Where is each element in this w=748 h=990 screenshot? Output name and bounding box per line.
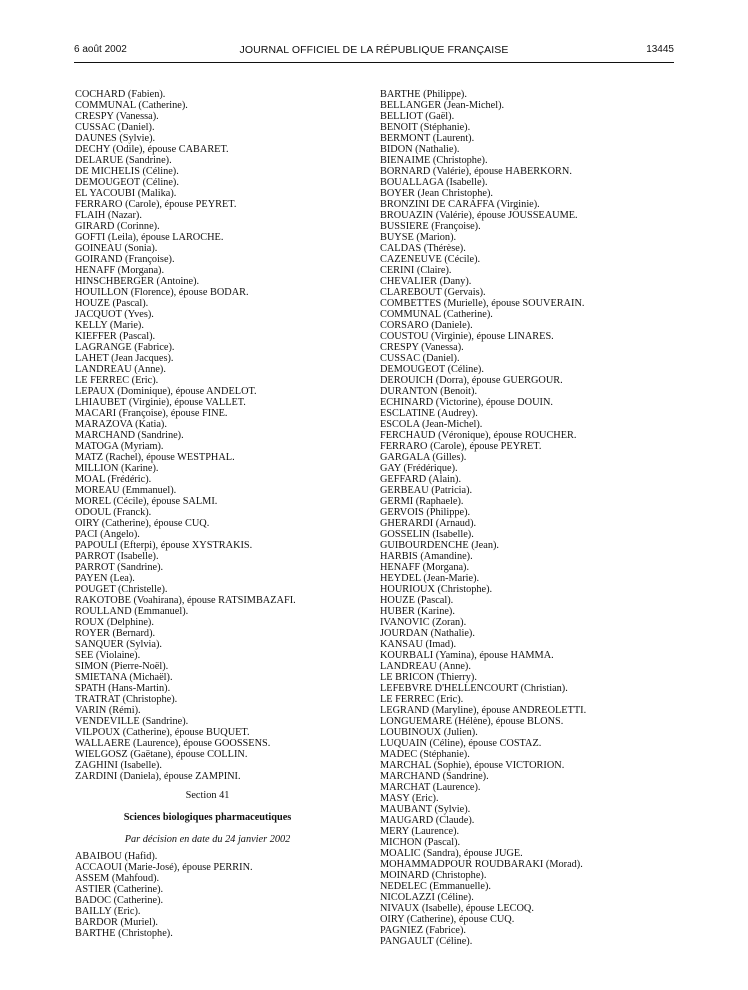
- name-entry: HENAFF (Morgana).: [75, 265, 165, 276]
- name-entry: MAUBANT (Sylvie).: [380, 804, 471, 815]
- name-entry: CAZENEUVE (Cécile).: [380, 254, 481, 265]
- name-entry: NIVAUX (Isabelle), épouse LECOQ.: [380, 903, 534, 914]
- name-entry: DAUNES (Sylvie).: [75, 133, 156, 144]
- name-entry: CUSSAC (Daniel).: [380, 353, 460, 364]
- name-entry: MOREAU (Emmanuel).: [75, 485, 177, 496]
- name-entry: MOAL (Frédéric).: [75, 474, 152, 485]
- name-entry: DURANTON (Benoit).: [380, 386, 478, 397]
- name-entry: DE MICHELIS (Céline).: [75, 166, 179, 177]
- name-entry: BERMONT (Laurent).: [380, 133, 475, 144]
- name-entry: MATOGA (Myriam).: [75, 441, 164, 452]
- name-entry: BARTHE (Christophe).: [75, 928, 173, 939]
- name-entry: BAILLY (Eric).: [75, 906, 141, 917]
- name-entry: DELARUE (Sandrine).: [75, 155, 172, 166]
- name-entry: MARCHAL (Sophie), épouse VICTORION.: [380, 760, 565, 771]
- name-entry: HOUZE (Pascal).: [380, 595, 454, 606]
- name-entry: LAGRANGE (Fabrice).: [75, 342, 175, 353]
- name-entry: LONGUEMARE (Hélène), épouse BLONS.: [380, 716, 564, 727]
- name-entry: SANQUER (Sylvia).: [75, 639, 162, 650]
- name-entry: CUSSAC (Daniel).: [75, 122, 155, 133]
- name-entry: HOURIOUX (Christophe).: [380, 584, 493, 595]
- section-decision: Par décision en date du 24 janvier 2002: [124, 834, 291, 845]
- name-entry: HUBER (Karine).: [380, 606, 455, 617]
- name-entry: EL YACOUBI (Malika).: [75, 188, 177, 199]
- name-entry: MARCHAT (Laurence).: [380, 782, 481, 793]
- name-entry: BORNARD (Valérie), épouse HABERKORN.: [380, 166, 572, 177]
- name-entry: LUQUAIN (Céline), épouse COSTAZ.: [380, 738, 542, 749]
- name-entry: BIDON (Nathalie).: [380, 144, 460, 155]
- name-entry: BADOC (Catherine).: [75, 895, 164, 906]
- name-entry: TRATRAT (Christophe).: [75, 694, 178, 705]
- name-entry: HENAFF (Morgana).: [380, 562, 470, 573]
- name-entry: LEPAUX (Dominique), épouse ANDELOT.: [75, 386, 257, 397]
- name-entry: LE FERREC (Eric).: [380, 694, 464, 705]
- name-entry: ODOUL (Franck).: [75, 507, 152, 518]
- name-entry: PANGAULT (Céline).: [380, 936, 473, 947]
- name-entry: MARCHAND (Sandrine).: [380, 771, 489, 782]
- name-entry: LOUBINOUX (Julien).: [380, 727, 478, 738]
- name-entry: POUGET (Christelle).: [75, 584, 168, 595]
- name-entry: LE BRICON (Thierry).: [380, 672, 477, 683]
- name-entry: JACQUOT (Yves).: [75, 309, 154, 320]
- name-list-before: [75, 89, 375, 782]
- name-entry: BROUAZIN (Valérie), épouse JOUSSEAUME.: [380, 210, 578, 221]
- name-entry: BOYER (Jean Christophe).: [380, 188, 493, 199]
- name-entry: CRESPY (Vanessa).: [380, 342, 464, 353]
- name-entry: DEMOUGEOT (Céline).: [75, 177, 179, 188]
- name-entry: GERVOIS (Philippe).: [380, 507, 471, 518]
- name-entry: MICHON (Pascal).: [380, 837, 461, 848]
- name-entry: COMMUNAL (Catherine).: [380, 309, 493, 320]
- name-entry: HEYDEL (Jean-Marie).: [380, 573, 480, 584]
- name-entry: ABAIBOU (Hafid).: [75, 851, 158, 862]
- name-entry: LEFEBVRE D'HELLENCOURT (Christian).: [380, 683, 568, 694]
- name-entry: CORSARO (Daniele).: [380, 320, 473, 331]
- name-entry: CLAREBOUT (Gervais).: [380, 287, 486, 298]
- name-entry: MADEC (Stéphanie).: [380, 749, 470, 760]
- name-entry: ECHINARD (Victorine), épouse DOUIN.: [380, 397, 553, 408]
- name-entry: MASY (Eric).: [380, 793, 439, 804]
- name-entry: MACARI (Françoise), épouse FINE.: [75, 408, 228, 419]
- name-entry: SEE (Violaine).: [75, 650, 141, 661]
- name-entry: PACI (Angelo).: [75, 529, 140, 540]
- name-entry: DECHY (Odile), épouse CABARET.: [75, 144, 229, 155]
- name-entry: IVANOVIC (Zoran).: [380, 617, 467, 628]
- name-entry: SPATH (Hans-Martin).: [75, 683, 171, 694]
- name-entry: GOIRAND (Françoise).: [75, 254, 175, 265]
- name-entry: CERINI (Claire).: [380, 265, 452, 276]
- name-entry: BELLIOT (Gaël).: [380, 111, 455, 122]
- name-entry: PAYEN (Lea).: [75, 573, 135, 584]
- name-entry: BUSSIERE (Françoise).: [380, 221, 481, 232]
- name-entry: RAKOTOBE (Voahirana), épouse RATSIMBAZAFI.: [75, 595, 296, 606]
- name-entry: ZARDINI (Daniela), épouse ZAMPINI.: [75, 771, 241, 782]
- name-entry: SIMON (Pierre-Noël).: [75, 661, 169, 672]
- journal-title: JOURNAL OFFICIEL DE LA RÉPUBLIQUE FRANÇAISE: [239, 44, 509, 56]
- name-entry: MAUGARD (Claude).: [380, 815, 475, 826]
- header-rule: [74, 62, 674, 63]
- name-entry: MOHAMMADPOUR ROUDBARAKI (Morad).: [380, 859, 583, 870]
- name-entry: GOSSELIN (Isabelle).: [380, 529, 474, 540]
- name-entry: FERCHAUD (Véronique), épouse ROUCHER.: [380, 430, 577, 441]
- name-entry: PARROT (Isabelle).: [75, 551, 159, 562]
- name-entry: HINSCHBERGER (Antoine).: [75, 276, 200, 287]
- name-entry: GERMI (Raphaele).: [380, 496, 464, 507]
- name-entry: CHEVALIER (Dany).: [380, 276, 472, 287]
- name-entry: ESCOLA (Jean-Michel).: [380, 419, 483, 430]
- name-entry: JOURDAN (Nathalie).: [380, 628, 475, 639]
- name-entry: COUSTOU (Virginie), épouse LINARES.: [380, 331, 554, 342]
- name-entry: MATZ (Rachel), épouse WESTPHAL.: [75, 452, 235, 463]
- section-title: Section 41: [185, 790, 230, 801]
- name-list-right: [380, 89, 680, 947]
- name-entry: PAGNIEZ (Fabrice).: [380, 925, 466, 936]
- name-entry: LE FERREC (Eric).: [75, 375, 159, 386]
- name-entry: GHERARDI (Arnaud).: [380, 518, 477, 529]
- name-entry: KOURBALI (Yamina), épouse HAMMA.: [380, 650, 554, 661]
- name-entry: SMIETANA (Michaël).: [75, 672, 173, 683]
- name-entry: ESCLATINE (Audrey).: [380, 408, 478, 419]
- page-header: [74, 44, 674, 60]
- name-entry: MOREL (Cécile), épouse SALMI.: [75, 496, 218, 507]
- name-entry: ROUX (Delphine).: [75, 617, 154, 628]
- name-entry: PAPOULI (Efterpi), épouse XYSTRAKIS.: [75, 540, 253, 551]
- left-column: [75, 89, 375, 939]
- name-entry: LAHET (Jean Jacques).: [75, 353, 174, 364]
- name-entry: COMMUNAL (Catherine).: [75, 100, 188, 111]
- page-number: 13445: [646, 44, 674, 55]
- name-entry: BOUALLAGA (Isabelle).: [380, 177, 488, 188]
- name-entry: GARGALA (Gilles).: [380, 452, 467, 463]
- name-entry: ROYER (Bernard).: [75, 628, 156, 639]
- name-entry: GOFTI (Leila), épouse LAROCHE.: [75, 232, 224, 243]
- name-entry: GAY (Frédérique).: [380, 463, 458, 474]
- name-entry: MERY (Laurence).: [380, 826, 460, 837]
- name-entry: VENDEVILLE (Sandrine).: [75, 716, 189, 727]
- name-entry: LEGRAND (Maryline), épouse ANDREOLETTI.: [380, 705, 587, 716]
- header-date: 6 août 2002: [74, 44, 127, 55]
- name-entry: FERRARO (Carole), épouse PEYRET.: [380, 441, 542, 452]
- name-entry: GOINEAU (Sonia).: [75, 243, 158, 254]
- section-heading: [75, 790, 340, 851]
- name-entry: GERBEAU (Patricia).: [380, 485, 473, 496]
- name-entry: HOUILLON (Florence), épouse BODAR.: [75, 287, 249, 298]
- name-entry: KELLY (Marie).: [75, 320, 144, 331]
- name-entry: BARTHE (Philippe).: [380, 89, 467, 100]
- name-entry: BUYSE (Marion).: [380, 232, 457, 243]
- name-entry: KIEFFER (Pascal).: [75, 331, 156, 342]
- name-entry: OIRY (Catherine), épouse CUQ.: [380, 914, 515, 925]
- name-entry: BRONZINI DE CARAFFA (Virginie).: [380, 199, 540, 210]
- name-entry: WIELGOSZ (Gaëtane), épouse COLLIN.: [75, 749, 248, 760]
- name-entry: LANDREAU (Anne).: [380, 661, 471, 672]
- name-entry: HOUZE (Pascal).: [75, 298, 149, 309]
- name-entry: DEROUICH (Dorra), épouse GUERGOUR.: [380, 375, 563, 386]
- name-entry: OIRY (Catherine), épouse CUQ.: [75, 518, 210, 529]
- name-entry: MOINARD (Christophe).: [380, 870, 487, 881]
- name-entry: LANDREAU (Anne).: [75, 364, 166, 375]
- name-entry: CRESPY (Vanessa).: [75, 111, 159, 122]
- name-entry: MARAZOVA (Katia).: [75, 419, 167, 430]
- name-list-after: [75, 851, 375, 939]
- name-entry: DEMOUGEOT (Céline).: [380, 364, 484, 375]
- name-entry: GUIBOURDENCHE (Jean).: [380, 540, 499, 551]
- name-entry: VILPOUX (Catherine), épouse BUQUET.: [75, 727, 250, 738]
- name-entry: CALDAS (Thérèse).: [380, 243, 466, 254]
- name-entry: BELLANGER (Jean-Michel).: [380, 100, 505, 111]
- name-entry: FLAIH (Nazar).: [75, 210, 142, 221]
- name-entry: ACCAOUI (Marie-José), épouse PERRIN.: [75, 862, 253, 873]
- name-entry: MILLION (Karine).: [75, 463, 159, 474]
- name-entry: COMBETTES (Murielle), épouse SOUVERAIN.: [380, 298, 585, 309]
- name-entry: PARROT (Sandrine).: [75, 562, 164, 573]
- right-column: [380, 89, 680, 947]
- name-entry: NICOLAZZI (Céline).: [380, 892, 474, 903]
- name-entry: FERRARO (Carole), épouse PEYRET.: [75, 199, 237, 210]
- name-entry: BENOIT (Stéphanie).: [380, 122, 471, 133]
- name-entry: BARDOR (Muriel).: [75, 917, 158, 928]
- name-entry: ASTIER (Catherine).: [75, 884, 164, 895]
- name-entry: VARIN (Rémi).: [75, 705, 141, 716]
- name-entry: MARCHAND (Sandrine).: [75, 430, 184, 441]
- name-entry: MOALIC (Sandra), épouse JUGE.: [380, 848, 523, 859]
- section-subtitle: Sciences biologiques pharmaceutiques: [123, 812, 292, 823]
- name-entry: ASSEM (Mahfoud).: [75, 873, 160, 884]
- name-entry: ZAGHINI (Isabelle).: [75, 760, 162, 771]
- name-entry: BIENAIME (Christophe).: [380, 155, 488, 166]
- name-entry: ROULLAND (Emmanuel).: [75, 606, 189, 617]
- name-entry: WALLAERE (Laurence), épouse GOOSSENS.: [75, 738, 271, 749]
- name-entry: COCHARD (Fabien).: [75, 89, 166, 100]
- name-entry: NEDELEC (Emmanuelle).: [380, 881, 491, 892]
- name-entry: HARBIS (Amandine).: [380, 551, 473, 562]
- name-entry: GEFFARD (Alain).: [380, 474, 462, 485]
- name-entry: LHIAUBET (Virginie), épouse VALLET.: [75, 397, 246, 408]
- name-entry: KANSAU (Imad).: [380, 639, 457, 650]
- name-entry: GIRARD (Corinne).: [75, 221, 160, 232]
